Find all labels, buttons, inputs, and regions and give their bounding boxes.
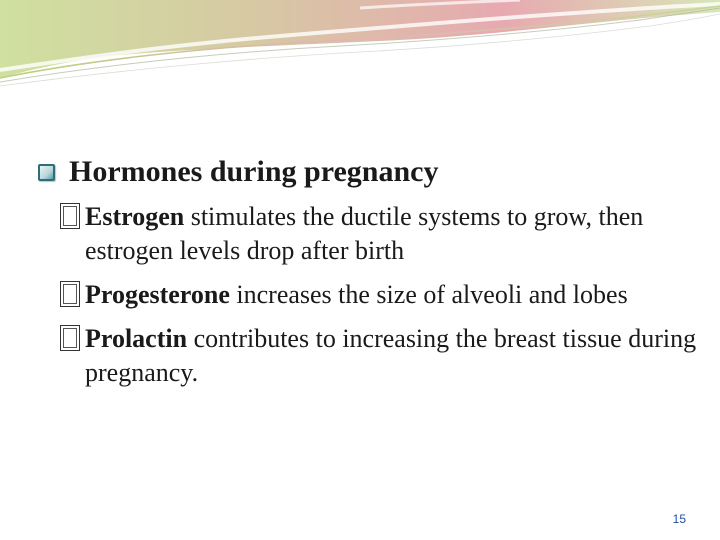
list-item xyxy=(38,322,698,390)
slide-heading xyxy=(38,150,698,194)
hormone-list xyxy=(38,200,698,390)
item-term: Progesterone xyxy=(85,280,230,309)
item-text: stimulates the ductile systems to grow, then estrogen levels drop after birth xyxy=(85,202,644,265)
header-wave-decoration xyxy=(0,0,720,90)
item-text: increases the size of alveoli and lobes xyxy=(229,280,628,309)
item-term: Estrogen xyxy=(85,202,185,231)
missing-glyph-box-icon xyxy=(60,203,80,229)
heading-text: Hormones during pregnancy xyxy=(69,155,439,188)
list-item xyxy=(38,200,698,268)
slide-content xyxy=(38,150,698,400)
missing-glyph-box-icon xyxy=(60,281,80,307)
item-term: Prolactin xyxy=(85,324,188,353)
list-item xyxy=(38,278,698,312)
page-number: 15 xyxy=(672,512,686,526)
missing-glyph-box-icon xyxy=(60,325,80,351)
checkbox-square-icon xyxy=(38,164,55,181)
item-text: contributes to increasing the breast tissue during pregnancy. xyxy=(85,324,697,387)
